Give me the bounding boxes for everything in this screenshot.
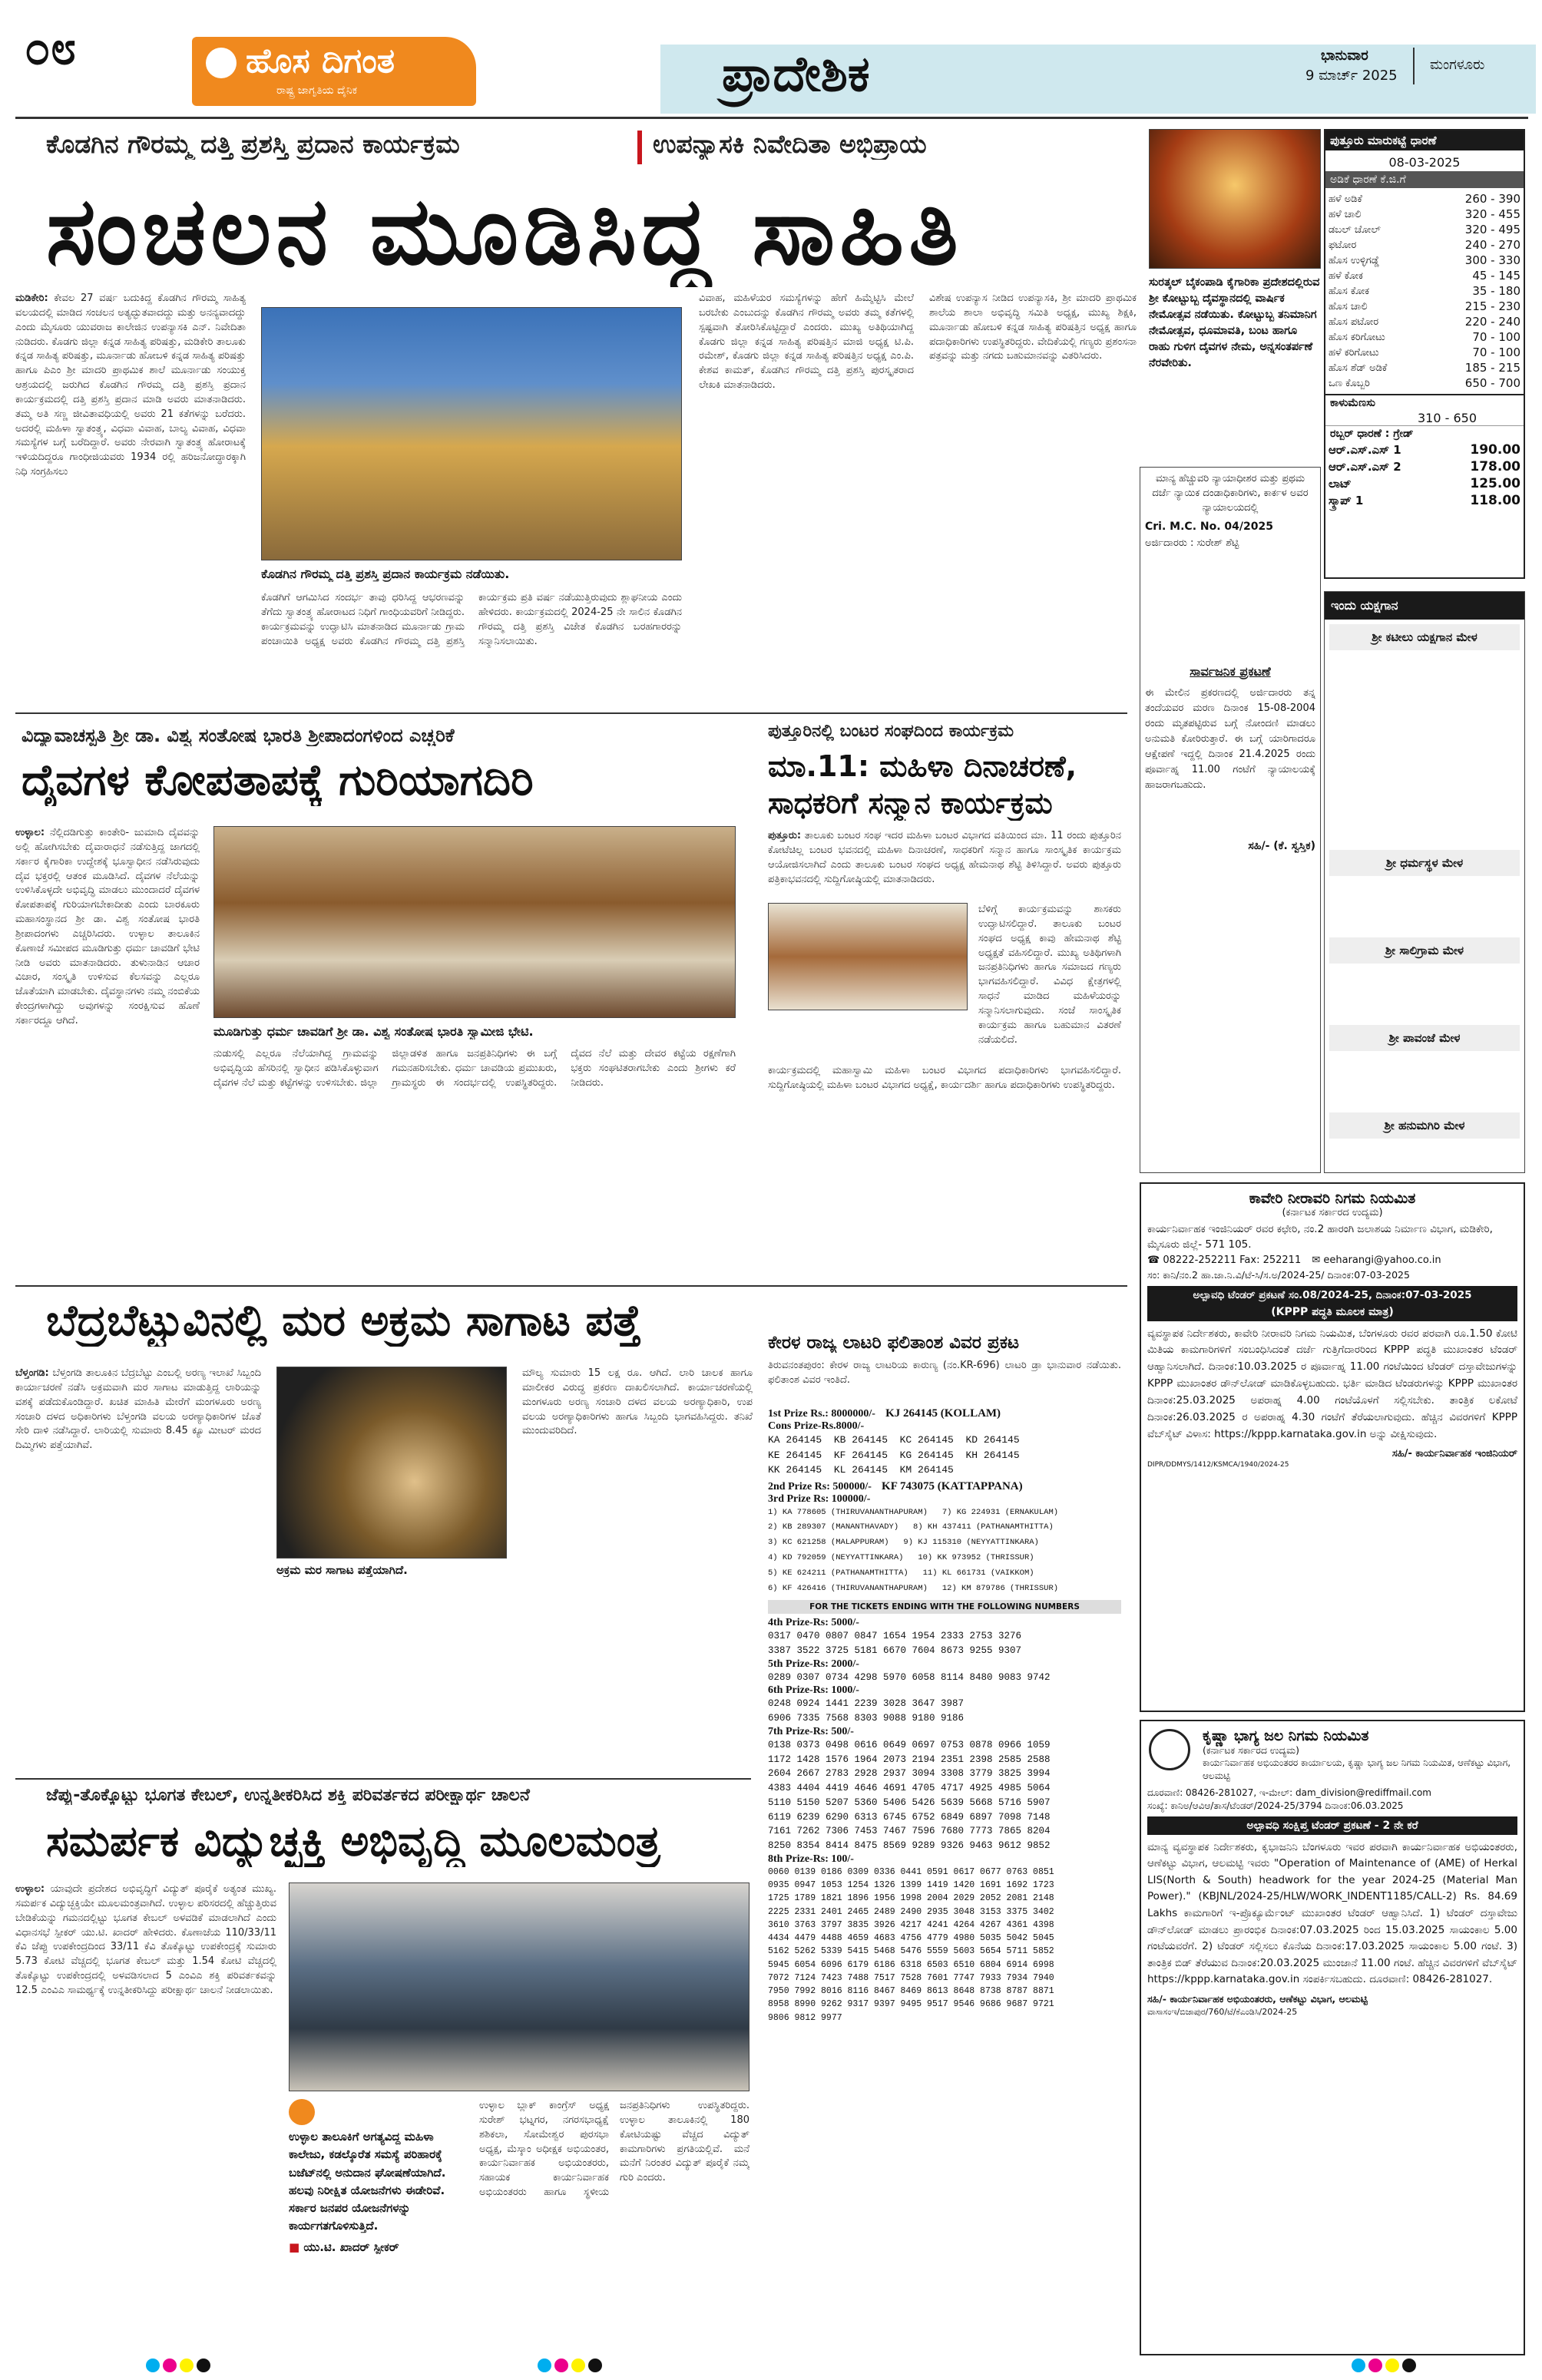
market-price: 320 - 495: [1464, 223, 1520, 236]
story4-photo: [276, 1367, 507, 1559]
temple-photo-caption: ಸುರತ್ಕಲ್ ಬೈಕಂಪಾಡಿ ಕೈಗಾರಿಕಾ ಪ್ರದೇಶದಲ್ಲಿರುವ ಶ್ರೀ ಕೋಟ್ಟುಬ್ಬ ದೈವಸ್ಥಾನದಲ್ಲಿ ವಾರ್ಷಿಕ ನೇಮೋತ್ಸವ ನಡೆಯಿತು. ಕೋಟ್ಟುಬ್ಬ ತನಿಮಾನಿಗ ನೇಮೋತ್ಸವ, ಧೂಮಾವತಿ, ಬಂಟ ಹಾಗೂ ರಾಹು ಗುಳಿಗ ದೈವಗಳ ನೇಮ, ಅನ್ನಸಂತರ್ಪಣೆ ನೆರವೇರಿತು.: [1149, 276, 1320, 370]
lottery-title: ಕೇರಳ ರಾಜ್ಯ ಲಾಟರಿ ಫಲಿತಾಂಶ ವಿವರ ಪ್ರಕಟ: [768, 1333, 1020, 1353]
tender2-ref: ಸಂಖ್ಯೆ: ಕಾನಿಅ/ಆವಿಆ/ತಾಸ/ಟೆಂಡರ್/2024-25/3794 ದಿನಾಂಕ:06.03.2025: [1147, 1800, 1404, 1811]
market-row: [1325, 207, 1524, 222]
lottery-first-label: 1st Prize Rs.: 8000000/-: [768, 1408, 875, 1420]
market-price: 35 - 180: [1472, 284, 1520, 298]
lottery-fourth-label: 4th Prize-Rs: 5000/-: [768, 1617, 859, 1629]
story2-col-1: ಉಳ್ಳಾಲ: ನೆಲ್ಲಿದಡಿಗುತ್ತು ಕಾಂತೇರಿ- ಜುಮಾದಿ ದೈವವನ್ನು ಅಲ್ಲಿ ಹೋಗಿಸಬೇಕು ದೈವಾರಾಧನೆ ನಡೆಸುತ್ತಿದ್ದ ಜಾಗದಲ್ಲಿ ಸರ್ಕಾರ ಕೈಗಾರಿಕಾ ಉದ್ದೇಶಕ್ಕೆ ಭೂಸ್ವಾಧೀನ ನಡೆಸಿರುವುದು ದೈವ ಭಕ್ತರಲ್ಲಿ ಆತಂಕ ಮೂಡಿಸಿದೆ. ದೈವಗಳ ನೆಲೆಯನ್ನು ಉಳಿಸಿಕೊಳ್ಳದೇ ಅಭಿವೃದ್ಧಿ ಮಾಡಲು ಮುಂದಾದರೆ ದೈವಗಳ ಕೋಪತಾಪಕ್ಕೆ ಗುರಿಯಾಗಬೇಕಾದೀತು ಎಂದು ಬಾರಕೂರು ಮಹಾಸಂಸ್ಥಾನದ ಶ್ರೀ ಡಾ. ವಿಶ್ವ ಸಂತೋಷ ಭಾರತಿ ಶ್ರೀಪಾದಂಗಳು ಎಚ್ಚರಿಸಿದರು. ಉಳ್ಳಾಲ ತಾಲೂಕಿನ ಕೊಣಾಜೆ ಸಮೀಪದ ಮೂಡಿಗುತ್ತು ಧರ್ಮ ಚಾವಡಿಗೆ ಭೇಟಿ ನೀಡಿ ಅವರು ಮಾತನಾಡಿದರು. ತುಳುನಾಡಿನ ಆಚಾರ ವಿಚಾರ, ಸಂಸ್ಕೃತಿ ಉಳಿಸುವ ಕೆಲಸವನ್ನು ಎಲ್ಲರೂ ಜೊತೆಯಾಗಿ ಮಾಡಬೇಕು. ದೈವಸ್ಥಾನಗಳು ನಮ್ಮ ನಂಬಿಕೆಯ ಕೇಂದ್ರಗಳಾಗಿದ್ದು ಅವುಗಳನ್ನು ಸಂರಕ್ಷಿಸುವ ಹೊಣೆ ಸರ್ಕಾರದ್ದೂ ಆಗಿದೆ.: [15, 827, 200, 1026]
yakshagana-box: [1324, 591, 1525, 1173]
market-price: 300 - 330: [1464, 253, 1520, 267]
lottery-eighth: 0060 0139 0186 0309 0336 0441 0591 0617 0677 0763 0851 0935 0947 1053 1254 1326 1399 1419 1420 1691 1692 1723 1725 1789 1821 1896 1956 1998 2004 2029 2052 2081 2148 2225 2331 2401 2465 2489 2490 2935 3048 3153 3375 3402 3610 3763 3797 3835 3926 4217 4241 4264 4267 4361 4398 4434 4479 4488 4659 4683 4756 4779 4980 5035 5042 5045 5162 5262 5339 5415 5468 5476 5559 5603 5654 5711 5852 5945 6054 6096 6179 6186 6318 6503 6510 6804 6914 6998 7072 7124 7423 7488 7517 7528 7601 7747 7933 7934 7940 7950 7992 8016 8116 8467 8469 8613 8648 8738 8787 8871 8958 8990 9262 9317 9397 9495 9517 9546 9686 9687 9721 9806 9812 9977: [768, 1866, 1054, 2023]
paper-name: ಹೊಸ ದಿಗಂತ: [246, 41, 395, 81]
story3-kicker: ಪುತ್ತೂರಿನಲ್ಲಿ ಬಂಟರ ಸಂಘದಿಂದ ಕಾರ್ಯಕ್ರಮ: [768, 722, 1014, 741]
story2-headline: ದೈವಗಳ ಕೋಪತಾಪಕ್ಕೆ ಗುರಿಯಾಗದಿರಿ: [22, 755, 534, 805]
story3-headline-2: ಸಾಧಕರಿಗೆ ಸನ್ಮಾನ ಕಾರ್ಯಕ್ರಮ: [768, 786, 1053, 820]
market-box: [1324, 129, 1525, 579]
paper-logo: [192, 37, 476, 106]
issue-city: ಮಂಗಳೂರು: [1430, 57, 1485, 73]
rubber-row: [1325, 475, 1524, 492]
lottery-third: 1) KA 778605 (THIRUVANANTHAPURAM) 7) KG 224931 (ERNAKULAM) 2) KB 289307 (MANANTHAVADY) 8) KH 437411 (PATHANAMTHITTA) 3) KC 621258 (MALAPPURAM) 9) KJ 115310 (NEYYATTINKARA) 4) KD 792059 (NEYYATTINKARA) 10) KK 973952 (THRISSUR) 5) KE 624211 (PATHANAMTHITTA) 11) KL 661731 (VAIKKOM) 6) KF 426416 (THIRUVANANTHAPURAM) 12) KM 879786 (THRISSUR): [768, 1507, 1059, 1594]
story5-col-1: ಉಳ್ಳಾಲ: ಯಾವುದೇ ಪ್ರದೇಶದ ಅಭಿವೃದ್ಧಿಗೆ ವಿದ್ಯುತ್ ಪೂರೈಕೆ ಅತ್ಯಂತ ಮುಖ್ಯ. ಸಮರ್ಪಕ ವಿದ್ಯುಚ್ಛಕ್ತಿಯೇ ಮೂಲಮಂತ್ರವಾಗಿದೆ. ಉಳ್ಳಾಲ ಪರಿಸರದಲ್ಲಿ ಹೆಚ್ಚುತ್ತಿರುವ ಬೇಡಿಕೆಯನ್ನು ಗಮನದಲ್ಲಿಟ್ಟು ಭೂಗತ ಕೇಬಲ್ ಅಳವಡಿಕೆ ಮಾಡಲಾಗಿದೆ ಎಂದು ವಿಧಾನಸಭೆ ಸ್ಪೀಕರ್ ಯು.ಟಿ. ಖಾದರ್ ಹೇಳಿದರು. ಕೊಣಾಜೆಯ 110/33/11 ಕೆವಿ ಜೆಪ್ಪು ಉಪಕೇಂದ್ರದಿಂದ 33/11 ಕೆವಿ ತೊಕ್ಕೊಟ್ಟು ಉಪಕೇಂದ್ರಕ್ಕೆ ಸುಮಾರು 5.73 ಕೋಟಿ ವೆಚ್ಚದಲ್ಲಿ ಭೂಗತ ಕೇಬಲ್ ಮತ್ತು 1.54 ಕೋಟಿ ವೆಚ್ಚದಲ್ಲಿ ತೊಕ್ಕೊಟ್ಟು ಉಪಕೇಂದ್ರದಲ್ಲಿ ಅಳವಡಿಸಲಾದ 5 ಎಂವಿಎ ಶಕ್ತಿ ಪರಿವರ್ತಕವನ್ನು 12.5 ಎಂವಿಎ ಸಾಮರ್ಥ್ಯಕ್ಕೆ ಉನ್ನತೀಕರಿಸಿದ್ದು ಪರೀಕ್ಷಾರ್ಥ ಚಾಲನೆ ನೀಡಲಾಯಿತು.: [15, 1883, 276, 1996]
registration-marks-right: [1352, 2359, 1419, 2375]
lead-kicker-2: ಉಪನ್ಯಾಸಕಿ ನಿವೇದಿತಾ ಅಭಿಪ್ರಾಯ: [653, 129, 927, 159]
market-row: [1325, 299, 1524, 314]
market-date: 08-03-2025: [1388, 155, 1461, 170]
market-item: ಹಳೆ ಚಾಲಿ: [1329, 208, 1362, 220]
story4-dateline: ಬೆಳ್ತಂಗಡಿ:: [15, 1367, 49, 1379]
story2-col-2: ನುಡುಸಲ್ಲಿ ಎಲ್ಲರೂ ನೆಲೆಯಾಗಿದ್ದ ಗ್ರಾಮವನ್ನು ಅಭಿವೃದ್ಧಿಯ ಹೆಸರಿನಲ್ಲಿ ಸ್ವಾಧೀನ ಪಡಿಸಿಕೊಳ್ಳುವಾಗ ದೈವಗಳ ನೆಲೆ ಮತ್ತು ಕಟ್ಟೆಗಳನ್ನು ಉಳಿಸಬೇಕು. ಜಿಲ್ಲಾ ಜಿಲ್ಲಾಡಳಿತ ಹಾಗೂ ಜನಪ್ರತಿನಿಧಿಗಳು ಈ ಬಗ್ಗೆ ಗಮನಹರಿಸಬೇಕು. ಧರ್ಮ ಚಾವಡಿಯ ಪ್ರಮುಖರು, ಗ್ರಾಮಸ್ಥರು ಈ ಸಂದರ್ಭದಲ್ಲಿ ಉಪಸ್ಥಿತರಿದ್ದರು. ದೈವದ ನೆಲೆ ಮತ್ತು ದೇವರ ಕಟ್ಟೆಯ ರಕ್ಷಣೆಗಾಗಿ ಭಕ್ತರು ಸಂಘಟಿತರಾಗಬೇಕು ಎಂದು ಶ್ರೀಗಳು ಕರೆ ನೀಡಿದರು.: [213, 1048, 736, 1089]
yakshagana-item: ಶ್ರೀ ಧರ್ಮಸ್ಥಳ ಮೇಳ: [1329, 850, 1520, 876]
story4-col-2: ಮೌಲ್ಯ ಸುಮಾರು 15 ಲಕ್ಷ ರೂ. ಆಗಿದೆ. ಲಾರಿ ಚಾಲಕ ಹಾಗೂ ಮಾಲೀಕರ ವಿರುದ್ಧ ಪ್ರಕರಣ ದಾಖಲಿಸಲಾಗಿದೆ. ಕಾರ್ಯಾಚರಣೆಯಲ್ಲಿ ಮಂಗಳೂರು ಅರಣ್ಯ ಸಂಚಾರಿ ದಳದ ವಲಯ ಅರಣ್ಯಾಧಿಕಾರಿ, ಉಪ ವಲಯ ಅರಣ್ಯಾಧಿಕಾರಿಗಳು ಹಾಗೂ ಸಿಬ್ಬಂದಿ ಭಾಗವಹಿಸಿದ್ದರು. ತನಿಖೆ ಮುಂದುವರಿದಿದೆ.: [522, 1367, 753, 1437]
tender2-org: ಕೃಷ್ಣಾ ಭಾಗ್ಯ ಜಲ ನಿಗಮ ನಿಯಮಿತ: [1203, 1727, 1369, 1744]
pepper-rate: 310 - 650: [1418, 411, 1477, 425]
story5-kicker: ಜೆಪ್ಪು-ತೊಕ್ಕೊಟ್ಟು ಭೂಗತ ಕೇಬಲ್, ಉನ್ನತೀಕರಿಸಿದ ಶಕ್ತಿ ಪರಿವರ್ತಕದ ಪರೀಕ್ಷಾರ್ಥ ಚಾಲನೆ: [46, 1786, 530, 1805]
court-sign: ಸಹಿ/- (ಕೆ. ಸ್ವಸ್ತಿಕ): [1248, 839, 1315, 852]
market-item: ಹಳೆ ಕರಿಗೋಟು: [1329, 346, 1379, 359]
market-title: ಪುತ್ತೂರು ಮಾರುಕಟ್ಟೆ ಧಾರಣೆ: [1325, 131, 1524, 150]
market-item: ಹೊಸ ಉಳ್ಳಿಗಡ್ಡೆ: [1329, 254, 1380, 266]
tender2-bar: ಅಲ್ಪಾವಧಿ ಸಂಕ್ಷಿಪ್ತ ಟೆಂಡರ್ ಪ್ರಕಟಣೆ - 2 ನೇ ಕರೆ: [1147, 1816, 1517, 1835]
lead-headline: ಸಂಚಲನ ಮೂಡಿಸಿದ್ದ ಸಾಹಿತಿ: [46, 177, 963, 286]
tender-cauvery: [1140, 1182, 1525, 1712]
story3-body: ಪುತ್ತೂರು: ತಾಲೂಕು ಬಂಟರ ಸಂಘ ಇದರ ಮಹಿಳಾ ಬಂಟರ ವಿಭಾಗದ ವತಿಯಿಂದ ಮಾ. 11 ರಂದು ಪುತ್ತೂರಿನ ಕೋಟೆಚಿಲ್ಲ ಬಂಟರ ಭವನದಲ್ಲಿ ಮಹಿಳಾ ದಿನಾಚರಣೆ, ಸಾಧಕರಿಗೆ ಸನ್ಮಾನ ಹಾಗೂ ಸಾಂಸ್ಕೃತಿಕ ಕಾರ್ಯಕ್ರಮ ಆಯೋಜಿಸಲಾಗಿದೆ ಎಂದು ತಾಲೂಕು ಬಂಟರ ಸಂಘದ ಅಧ್ಯಕ್ಷ ಹೇಮನಾಥ ಶೆಟ್ಟಿ ತಿಳಿಸಿದ್ದಾರೆ. ಅವರು ಪುತ್ತೂರು ಪತ್ರಿಕಾಭವನದಲ್ಲಿ ಸುದ್ದಿಗೋಷ್ಠಿಯಲ್ಲಿ ಮಾತನಾಡಿದರು.: [768, 830, 1121, 885]
story5-photo: [289, 1883, 749, 2091]
tender1-email: eeharangi@yahoo.co.in: [1323, 1254, 1441, 1266]
story2-kicker: ವಿದ್ಯಾವಾಚಸ್ಪತಿ ಶ್ರೀ ಡಾ. ವಿಶ್ವ ಸಂತೋಷ ಭಾರತಿ ಶ್ರೀಪಾದಂಗಳಿಂದ ಎಚ್ಚರಿಕೆ: [22, 725, 455, 746]
rubber-price: 125.00: [1470, 476, 1520, 491]
masthead: [0, 0, 1542, 115]
market-item: ಫಟೋರ: [1329, 239, 1357, 251]
story5-quote-box: [289, 2099, 470, 2352]
email-icon: ✉: [1312, 1254, 1324, 1266]
market-price: 215 - 230: [1464, 299, 1520, 313]
lottery-cons: KA 264145 KB 264145 KC 264145 KD 264145 KE 264145 KF 264145 KG 264145 KH 264145 KK 264145 KL 264145 KM 264145: [768, 1434, 1020, 1476]
tender2-dipr: ವಾಸಾಸಂಇ/ಬಿಜಾಪುರ/760/ಟೆ/ಕೆಎಂಡಿಸಿ/2024-25: [1147, 2006, 1298, 2017]
tender1-office: ಕಾರ್ಯನಿರ್ವಾಹಕ ಇಂಜಿನಿಯರ್ ರವರ ಕಛೇರಿ, ನಂ.2 ಹಾರಂಗಿ ಜಲಾಶಯ ನಿರ್ಮಾಣ ವಿಭಾಗ, ಮಡಿಕೇರಿ, ಮೈಸೂರು ಜಿಲ್ಲೆ- 571 105.: [1147, 1223, 1493, 1251]
story2-photo-caption: ಮೂಡಿಗುತ್ತು ಧರ್ಮ ಚಾವಡಿಗೆ ಶ್ರೀ ಡಾ. ವಿಶ್ವ ಸಂತೋಷ ಭಾರತಿ ಸ್ವಾಮೀಜಿ ಭೇಟಿ.: [213, 1024, 534, 1039]
rubber-row: [1325, 492, 1524, 509]
yakshagana-item: ಶ್ರೀ ಪಾವಂಜೆ ಮೇಳ: [1329, 1025, 1520, 1051]
story4-col-1: ಬೆಳ್ತಂಗಡಿ: ಬೆಳ್ತಂಗಡಿ ತಾಲೂಕಿನ ಬೆದ್ರಬೆಟ್ಟು ಎಂಬಲ್ಲಿ ಅರಣ್ಯ ಇಲಾಖೆ ಸಿಬ್ಬಂದಿ ಕಾರ್ಯಾಚರಣೆ ನಡೆಸಿ ಅಕ್ರಮವಾಗಿ ಮರ ಸಾಗಾಟ ಮಾಡುತ್ತಿದ್ದ ಲಾರಿಯನ್ನು ವಶಕ್ಕೆ ಪಡೆದುಕೊಂಡಿದ್ದಾರೆ. ಖಚಿತ ಮಾಹಿತಿ ಮೇರೆಗೆ ಮಂಗಳೂರು ಅರಣ್ಯ ಸಂಚಾರಿ ದಳದ ಅಧಿಕಾರಿಗಳು ಬೆಳ್ತಂಗಡಿ ವಲಯ ಅರಣ್ಯಾಧಿಕಾರಿಗಳ ಜೊತೆ ಸೇರಿ ದಾಳಿ ನಡೆಸಿದ್ದಾರೆ. ಲಾರಿಯಲ್ಲಿ ಸುಮಾರು 8.45 ಕ್ಯೂ ಮೀಟರ್ ಮರದ ದಿಮ್ಮಿಗಳು ಪತ್ತೆಯಾಗಿವೆ.: [15, 1367, 261, 1452]
issue-date: 9 ಮಾರ್ಚ್ 2025: [1305, 68, 1398, 84]
lottery-fifth-label: 5th Prize-Rs: 2000/-: [768, 1658, 859, 1670]
rubber-grade: ಆರ್.ಎಸ್.ಎಸ್ 1: [1329, 443, 1401, 457]
story5-headline: ಸಮರ್ಪಕ ವಿದ್ಯುಚ್ಛಕ್ತಿ ಅಭಿವೃದ್ಧಿ ಮೂಲಮಂತ್ರ: [46, 1816, 660, 1866]
market-row: [1325, 222, 1524, 237]
registration-marks-left: [146, 2359, 213, 2375]
market-row: [1325, 360, 1524, 375]
tender1-org-sub: (ಕರ್ನಾಟಕ ಸರ್ಕಾರದ ಉದ್ಯಮ): [1282, 1207, 1383, 1218]
market-price: 220 - 240: [1464, 315, 1520, 329]
rubber-row: [1325, 458, 1524, 475]
yakshagana-list: [1325, 620, 1524, 1205]
story-vidyut: [15, 1783, 753, 2355]
tender2-body: ಮಾನ್ಯ ವ್ಯವಸ್ಥಾಪಕ ನಿರ್ದೇಶಕರು, ಕೃಭಾಜನಿನಿ ಬೆಂಗಳೂರು ಇವರ ಪರವಾಗಿ ಕಾರ್ಯನಿರ್ವಾಹಕ ಅಭಿಯಂತರರು, ಆಣೆಕಟ್ಟು ವಿಭಾಗ, ಆಲಮಟ್ಟಿ ಇವರು "Operation of Maintenance of (AME) of Herkal LIS(North & South) headwork for the year 2024-25 (Material Man Power)." (KBJNL/2024-25/HLW/WORK_INDENT1185/CALL-2) Rs. 84.69 Lakhs ಕಾಮಗಾರಿಗೆ ಇ-ಪ್ರೊಕ್ಯೂರ್ಮೆಂಟ್ ಮುಖಾಂತರ ಟೆಂಡರ್ ಆಹ್ವಾನಿಸಿದೆ. 1) ಟೆಂಡರ್ ದಸ್ತಾವೇಜು ಡೌನ್‌ಲೋಡ್ ಮಾಡಲು ಪ್ರಾರಂಭಿಕ ದಿನಾಂಕ:07.03.2025 ರಿಂದ 15.03.2025 ಸಾಯಂಕಾಲ 5.00 ಗಂಟೆಯವರೆಗೆ. 2) ಟೆಂಡರ್ ಸಲ್ಲಿಸಲು ಕೊನೆಯ ದಿನಾಂಕ:17.03.2025 ಸಾಯಂಕಾಲ 5.00 ಗಂಟೆ. 3) ತಾಂತ್ರಿಕ ಬಿಡ್ ತೆರೆಯುವ ದಿನಾಂಕ:20.03.2025 ಮುಂಜಾನೆ 11.00 ಗಂಟೆ. ಹೆಚ್ಚಿನ ವಿವರಗಳಿಗೆ ವೆಬ್‌ಸೈಟ್ https://kppp.karnataka.gov.in ಸಂಪರ್ಕಿಸಬಹುದು. ದೂರವಾಣಿ: 08426-281027.: [1147, 1840, 1517, 1986]
rubber-label: ರಬ್ಬರ್ ಧಾರಣೆ : ಗ್ರೇಡ್: [1325, 425, 1524, 441]
market-row: [1325, 375, 1524, 391]
page-number: ೦೮: [25, 21, 77, 75]
lottery-first: KJ 264145 (KOLLAM): [885, 1407, 1001, 1420]
tender2-logo-icon: [1149, 1729, 1190, 1770]
tender2-org-sub: (ಕರ್ನಾಟಕ ಸರ್ಕಾರದ ಉದ್ಯಮ): [1203, 1744, 1300, 1756]
tender1-body: ವ್ಯವಸ್ಥಾಪಕ ನಿರ್ದೇಶಕರು, ಕಾವೇರಿ ನೀರಾವರಿ ನಿಗಮ ನಿಯಮಿತ, ಬೆಂಗಳೂರು ರವರ ಪರವಾಗಿ ರೂ.1.50 ಕೋಟಿ ಮಿತಿಯ ಕಾಮಗಾರಿಗಳಿಗೆ ಸಂಬಂಧಿಸಿದಂತೆ ದರ್ಜೆ ಗುತ್ತಿಗೆದಾರರಿಂದ KPPP ಪದ್ಧತಿ ಮುಖಾಂತರ ಟೆಂಡರ್ ಆಹ್ವಾನಿಸಲಾಗಿದೆ. ದಿನಾಂಕ:10.03.2025 ರ ಪೂರ್ವಾಹ್ನ 11.00 ಗಂಟೆಯಿಂದ ಟೆಂಡರ್ ದಸ್ತಾವೇಜುಗಳನ್ನು KPPP ಮುಖಾಂತರ ಡೌನ್‌ಲೋಡ್ ಮಾಡಿಕೊಳ್ಳಬಹುದು. ಭರ್ತಿ ಮಾಡಿದ ಟೆಂಡರುಗಳನ್ನು KPPP ಮುಖಾಂತರ ದಿನಾಂಕ:25.03.2025 ಅಪರಾಹ್ನ 4.00 ಗಂಟೆಯೊಳಗೆ ಸಲ್ಲಿಸಬೇಕು. ತಾಂತ್ರಿಕ ಲಕೋಟೆ ದಿನಾಂಕ:26.03.2025 ರ ಅಪರಾಹ್ನ 4.30 ಗಂಟೆಗೆ ತೆರೆಯಲಾಗುವುದು. ಹೆಚ್ಚಿನ ವಿವರಗಳಿಗೆ KPPP ವೆಬ್‌ಸೈಟ್ ವಿಳಾಸ: https://kppp.karnataka.gov.in ಅನ್ನು ವೀಕ್ಷಿಸುವುದು.: [1147, 1327, 1517, 1440]
market-sub: ಅಡಿಕೆ ಧಾರಣೆ ಕೆ.ಜಿ.ಗೆ: [1325, 171, 1524, 188]
lottery-eighth-label: 8th Prize-Rs: 100/-: [768, 1853, 854, 1865]
court-notice: [1140, 467, 1321, 1173]
tender1-phone: 08222-252211 Fax: 252211: [1163, 1254, 1302, 1266]
tender1-dipr: DIPR/DDMYS/1412/KSMCA/1940/2024-25: [1147, 1460, 1289, 1469]
pepper-label: ಕಾಳುಮೆಣಸು: [1330, 397, 1375, 409]
lead-col-2: ಕೊಡಗಿಗೆ ಆಗಮಿಸಿದ ಸಂದರ್ಭ ತಾವು ಧರಿಸಿದ್ದ ಆಭರಣವನ್ನು ತೆಗೆದು ಸ್ವಾತಂತ್ರ್ಯ ಹೋರಾಟದ ನಿಧಿಗೆ ಗಾಂಧಿಯವರಿಗೆ ನೀಡಿದ್ದರು. ಕಾರ್ಯಕ್ರಮವನ್ನು ಉದ್ಘಾಟಿಸಿ ಮಾತನಾಡಿದ ಮೂರ್ನಾಡು ಗ್ರಾಮ ಪಂಚಾಯಿತಿ ಅಧ್ಯಕ್ಷ ಅವರು ಕೊಡಗಿನ ಗೌರಮ್ಮ ದತ್ತಿ ಪ್ರಶಸ್ತಿ ಕಾರ್ಯಕ್ರಮ ಪ್ರತಿ ವರ್ಷ ನಡೆಯುತ್ತಿರುವುದು ಶ್ಲಾಘನೀಯ ಎಂದು ಹೇಳಿದರು. ಕಾರ್ಯಕ್ರಮದಲ್ಲಿ 2024-25 ನೇ ಸಾಲಿನ ಕೊಡಗಿನ ಗೌರಮ್ಮ ದತ್ತಿ ಪ್ರಶಸ್ತಿ ವಿಜೇತ ಕೊಡಗಿನ ಬರಹಗಾರರನ್ನು ಸನ್ಮಾನಿಸಲಾಯಿತು.: [261, 592, 682, 647]
market-price: 260 - 390: [1464, 192, 1520, 206]
market-price: 70 - 100: [1472, 345, 1520, 359]
yakshagana-title: ಇಂದು ಯಕ್ಷಗಾನ: [1325, 592, 1524, 620]
tender1-org: ಕಾವೇರಿ ನೀರಾವರಿ ನಿಗಮ ನಿಯಮಿತ: [1249, 1190, 1416, 1207]
story5-quote-author: ■ ಯು.ಟಿ. ಖಾದರ್ ಸ್ಪೀಕರ್: [289, 2240, 399, 2254]
rubber-grade: ಸ್ಕ್ರಾಪ್ 1: [1329, 494, 1364, 507]
yakshagana-item: ಶ್ರೀ ಹನುಮಗಿರಿ ಮೇಳ: [1329, 1112, 1520, 1139]
lottery-intro: ತಿರುವನಂತಪುರಂ: ಕೇರಳ ರಾಜ್ಯ ಲಾಟರಿಯ ಕಾರುಣ್ಯ (ನಂ.KR-696) ಲಾಟರಿ ಡ್ರಾ ಭಾನುವಾರ ನಡೆಯಿತು. ಫಲಿತಾಂಶ ವಿವರ ಇಂತಿದೆ.: [768, 1360, 1121, 1386]
market-price: 320 - 455: [1464, 207, 1520, 221]
section-title: ಪ್ರಾದೇಶಿಕ: [722, 46, 870, 103]
registration-marks-center: [538, 2359, 605, 2375]
market-item: ಹಳೆ ಅಡಿಕೆ: [1329, 193, 1362, 205]
bullet-icon: ■: [289, 2240, 304, 2254]
story3-body-3: ಕಾರ್ಯಕ್ರಮದಲ್ಲಿ ಮಹಾಸ್ವಾಮಿ ಮಹಿಳಾ ಬಂಟರ ವಿಭಾಗದ ಪದಾಧಿಕಾರಿಗಳು ಭಾಗವಹಿಸಲಿದ್ದಾರೆ. ಸುದ್ದಿಗೋಷ್ಠಿಯಲ್ಲಿ ಮಹಿಳಾ ಬಂಟರ ವಿಭಾಗದ ಅಧ್ಯಕ್ಷೆ, ಕಾರ್ಯದರ್ಶಿ ಹಾಗೂ ಪದಾಧಿಕಾರಿಗಳು ಉಪಸ್ಥಿತರಿದ್ದರು.: [768, 1065, 1121, 1091]
market-price: 240 - 270: [1464, 238, 1520, 252]
lead-photo-caption: ಕೊಡಗಿನ ಗೌರಮ್ಮ ದತ್ತಿ ಪ್ರಶಸ್ತಿ ಪ್ರದಾನ ಕಾರ್ಯಕ್ರಮ ನಡೆಯಿತು.: [261, 567, 510, 581]
lead-kicker: ಕೊಡಗಿನ ಗೌರಮ್ಮ ದತ್ತಿ ಪ್ರಶಸ್ತಿ ಪ್ರದಾನ ಕಾರ್ಯಕ್ರಮ: [46, 129, 460, 159]
market-rates-table: [1325, 191, 1524, 391]
market-row: [1325, 283, 1524, 299]
court-intro: ಮಾನ್ಯ ಹೆಚ್ಚುವರಿ ನ್ಯಾಯಾಧೀಶರ ಮತ್ತು ಪ್ರಥಮ ದರ್ಜೆ ನ್ಯಾಯಿಕ ದಂಡಾಧಿಕಾರಿಗಳು, ಕಾರ್ಕಳ ಅವರ ನ್ಯಾಯಾಲಯದಲ್ಲಿ: [1152, 473, 1309, 514]
tender2-sign: ಸಹಿ/- ಕಾರ್ಯನಿರ್ವಾಹಕ ಅಭಿಯಂತರರು, ಆಣೆಕಟ್ಟು ವಿಭಾಗ, ಆಲಮಟ್ಟಿ: [1147, 1992, 1368, 2005]
lottery-sixth-label: 6th Prize-Rs: 1000/-: [768, 1684, 859, 1697]
issue-day: ಭಾನುವಾರ: [1321, 48, 1368, 64]
lottery-box: [760, 1333, 1127, 2354]
lottery-cons-label: Cons Prize-Rs.8000/-: [768, 1420, 865, 1432]
story4-photo-caption: ಅಕ್ರಮ ಮರ ಸಾಗಾಟ ಪತ್ತೆಯಾಗಿದೆ.: [276, 1563, 408, 1577]
lottery-sixth: 0248 0924 1441 2239 3028 3647 3987 6906 7335 7568 8303 9088 9180 9186: [768, 1698, 965, 1724]
rubber-grade: ಲಾಟ್: [1329, 477, 1352, 491]
story2-photo: [213, 826, 736, 1018]
lead-col-4: ವಿಶೇಷ ಉಪನ್ಯಾಸ ನೀಡಿದ ಉಪನ್ಯಾಸಕಿ, ಶ್ರೀ ಮಾದರಿ ಪ್ರಾಥಮಿಕ ಶಾಲೆಯ ಶಾಲಾ ಅಭಿವೃದ್ಧಿ ಸಮಿತಿ ಅಧ್ಯಕ್ಷ, ಮುಖ್ಯ ಶಿಕ್ಷಕಿ, ಮೂರ್ನಾಡು ಹೋಬಳಿ ಕನ್ನಡ ಸಾಹಿತ್ಯ ಪರಿಷತ್ತಿನ ಅಧ್ಯಕ್ಷ ಹಾಗೂ ಪದಾಧಿಕಾರಿಗಳು ಉಪಸ್ಥಿತರಿದ್ದರು. ವೇದಿಕೆಯಲ್ಲಿ ಗಣ್ಯರು ಪ್ರಶಂಸನಾ ಪತ್ರವನ್ನು ಮತ್ತು ನಗದು ಬಹುಮಾನವನ್ನು ವಿತರಿಸಿದರು.: [929, 293, 1137, 362]
market-price: 45 - 145: [1472, 269, 1520, 283]
lottery-banner: FOR THE TICKETS ENDING WITH THE FOLLOWING NUMBERS: [768, 1600, 1121, 1614]
story5-quote: ಉಳ್ಳಾಲ ತಾಲೂಕಿಗೆ ಅಗತ್ಯವಿದ್ದ ಮಹಿಳಾ ಕಾಲೇಜು, ಕಡಲ್ಕೊರೆತ ಸಮಸ್ಯೆ ಪರಿಹಾರಕ್ಕೆ ಬಜೆಟ್‌ನಲ್ಲಿ ಅನುದಾನ ಘೋಷಣೆಯಾಗಿದೆ. ಹಲವು ನಿರೀಕ್ಷಿತ ಯೋಜನೆಗಳು ಈಡೇರಿವೆ. ಸರ್ಕಾರ ಜನಪರ ಯೋಜನೆಗಳನ್ನು ಕಾರ್ಯಗತಗೊಳಿಸುತ್ತಿದೆ.: [289, 2130, 446, 2233]
market-item: ಹೊಸ ಚಾಲಿ: [1329, 300, 1368, 312]
court-heading: ಸಾರ್ವಜನಿಕ ಪ್ರಕಟಣೆ: [1190, 663, 1271, 679]
story2-dateline: ಉಳ್ಳಾಲ:: [15, 827, 45, 838]
lottery-seventh: 0138 0373 0498 0616 0649 0697 0753 0878 0966 1059 1172 1428 1576 1964 2073 2194 2351 2398 2585 2588 2604 2667 2783 2928 2937 3094 3308 3779 3825 3994 4383 4404 4419 4646 4691 4705 4717 4925 4985 5064 5110 5150 5207 5360 5406 5426 5639 5668 5716 5907 6119 6239 6290 6313 6745 6752 6849 6897 7098 7148 7161 7262 7306 7453 7467 7596 7680 7773 7865 8204 8250 8354 8414 8475 8569 9289 9326 9463 9612 9852: [768, 1739, 1051, 1852]
story-daivagala: [15, 719, 745, 1279]
lottery-third-label: 3rd Prize Rs: 100000/-: [768, 1492, 871, 1505]
lead-photo: [261, 307, 682, 560]
tender1-sign: ಸಹಿ/- ಕಾರ್ಯನಿರ್ವಾಹಕ ಇಂಜಿನಿಯರ್: [1391, 1447, 1517, 1459]
market-row: [1325, 191, 1524, 207]
market-item: ಹೊಸ ಶೆಡ್ ಅಡಿಕೆ: [1329, 362, 1388, 374]
rubber-price: 118.00: [1470, 493, 1520, 508]
lead-col-1: ಮಡಿಕೇರಿ: ಕೇವಲ 27 ವರ್ಷ ಬದುಕಿದ್ದ ಕೊಡಗಿನ ಗೌರಮ್ಮ ಸಾಹಿತ್ಯ ವಲಯದಲ್ಲಿ ಮಾಡಿದ ಸಂಚಲನ ಅತ್ಯದ್ಭುತವಾದದ್ದು ಮತ್ತು ಅನನ್ಯವಾದದ್ದು ಎಂದು ಮೈಸೂರು ಯುವರಾಜ ಕಾಲೇಜಿನ ಉಪನ್ಯಾಸಕಿ ಎನ್. ನಿವೇದಿತಾ ನುಡಿದರು. ಕೊಡಗು ಜಿಲ್ಲಾ ಕನ್ನಡ ಸಾಹಿತ್ಯ ಪರಿಷತ್ತು, ಮಡಿಕೇರಿ ತಾಲೂಕು ಕನ್ನಡ ಸಾಹಿತ್ಯ ಪರಿಷತ್ತು, ಮೂರ್ನಾಡು ಹೋಬಳಿ ಕನ್ನಡ ಸಾಹಿತ್ಯ ಪರಿಷತ್ತು ಹಾಗೂ ಪಿಎಂ ಶ್ರೀ ಮಾದರಿ ಪ್ರಾಥಮಿಕ ಶಾಲೆ ಮೂರ್ನಾಡು ಸಂಯುಕ್ತ ಆಶ್ರಯದಲ್ಲಿ ಜರುಗಿದ ಕೊಡಗಿನ ಗೌರಮ್ಮ ದತ್ತಿ ಪ್ರಶಸ್ತಿ ಪ್ರದಾನ ಕಾರ್ಯಕ್ರಮದಲ್ಲಿ ದತ್ತಿ ಪ್ರಶಸ್ತಿ ಪ್ರದಾನ ಮಾಡಿ ಅವರು ಮಾತನಾಡಿದರು. ತಮ್ಮ ಅತಿ ಸಣ್ಣ ಜೀವಿತಾವಧಿಯಲ್ಲಿ ಅವರು 21 ಕತೆಗಳನ್ನು ಬರೆದರು. ಅದರಲ್ಲಿ ಮಹಿಳಾ ಸ್ವಾತಂತ್ರ್ಯ, ವಿಧವಾ ವಿವಾಹ, ಬಾಲ್ಯ ವಿವಾಹ, ವಿಧವಾ ಸಮಸ್ಯೆಗಳ ಬಗ್ಗೆ ಬರೆದಿದ್ದಾರೆ. ಅವರು ನೇರವಾಗಿ ಸ್ವಾತಂತ್ರ್ಯ ಹೋರಾಟಕ್ಕೆ ಇಳಿಯದಿದ್ದರೂ ಗಾಂಧೀಜಿಯವರು 1934 ರಲ್ಲಿ ಹರಿಜನೋದ್ಧಾರಕ್ಕಾಗಿ ನಿಧಿ ಸಂಗ್ರಹಿಸಲು: [15, 293, 246, 478]
market-item: ಹೊಸ ಕರಿಗೋಟು: [1329, 331, 1385, 343]
story5-col-2: ಉಳ್ಳಾಲ ಬ್ಲಾಕ್ ಕಾಂಗ್ರೆಸ್ ಅಧ್ಯಕ್ಷ ಸುರೇಶ್ ಭಟ್ನಗರ, ನಗರಸಭಾಧ್ಯಕ್ಷೆ ಶಶಿಕಲಾ, ಸೋಮೇಶ್ವರ ಪುರಸಭಾ ಅಧ್ಯಕ್ಷ, ಮೆಸ್ಕಾಂ ಅಧೀಕ್ಷಕ ಅಭಿಯಂತರ, ಕಾರ್ಯನಿರ್ವಾಹಕ ಅಭಿಯಂತರರು, ಸಹಾಯಕ ಕಾರ್ಯನಿರ್ವಾಹಕ ಅಭಿಯಂತರರು ಹಾಗೂ ಸ್ಥಳೀಯ ಜನಪ್ರತಿನಿಧಿಗಳು ಉಪಸ್ಥಿತರಿದ್ದರು. ಉಳ್ಳಾಲ ತಾಲೂಕಿನಲ್ಲಿ 180 ಕೋಟಿಯಷ್ಟು ವೆಚ್ಚದ ವಿದ್ಯುತ್ ಕಾಮಗಾರಿಗಳು ಪ್ರಗತಿಯಲ್ಲಿವೆ. ಮನೆ ಮನೆಗೆ ನಿರಂತರ ವಿದ್ಯುತ್ ಪೂರೈಕೆ ನಮ್ಮ ಗುರಿ ಎಂದರು.: [479, 2100, 749, 2199]
market-row: [1325, 329, 1524, 345]
lead-story: [15, 123, 1137, 706]
story3-body-2: ಬೆಳಿಗ್ಗೆ ಕಾರ್ಯಕ್ರಮವನ್ನು ಶಾಸಕರು ಉದ್ಘಾಟಿಸಲಿದ್ದಾರೆ. ತಾಲೂಕು ಬಂಟರ ಸಂಘದ ಅಧ್ಯಕ್ಷ ಕಾವು ಹೇಮನಾಥ ಶೆಟ್ಟಿ ಅಧ್ಯಕ್ಷತೆ ವಹಿಸಲಿದ್ದಾರೆ. ಮುಖ್ಯ ಅತಿಥಿಗಳಾಗಿ ಜನಪ್ರತಿನಿಧಿಗಳು ಹಾಗೂ ಸಮಾಜದ ಗಣ್ಯರು ಭಾಗವಹಿಸಲಿದ್ದಾರೆ. ವಿವಿಧ ಕ್ಷೇತ್ರಗಳಲ್ಲಿ ಸಾಧನೆ ಮಾಡಿದ ಮಹಿಳೆಯರನ್ನು ಸನ್ಮಾನಿಸಲಾಗುವುದು. ಸಂಜೆ ಸಾಂಸ್ಕೃತಿಕ ಕಾರ್ಯಕ್ರಮ ಹಾಗೂ ಬಹುಮಾನ ವಿತರಣೆ ನಡೆಯಲಿದೆ.: [978, 904, 1121, 1046]
market-price: 650 - 700: [1464, 376, 1520, 390]
court-party: ಅರ್ಜಿದಾರರು : ಸುರೇಶ್ ಶೆಟ್ಟಿ: [1145, 537, 1239, 549]
tender1-ref: ಸಂ: ಕಾನಿ/ನಂ.2 ಹಾ.ಜಾ.ನಿ.ವಿ/ಟೆ-ಸಿ/ಸ.ಅ/2024-25/ ದಿನಾಂಕ:07-03-2025: [1147, 1268, 1410, 1281]
tender2-phone: ದೂರವಾಣಿ: 08426-281027, ಇ-ಮೇಲ್: dam_division@rediffmail.com: [1147, 1787, 1431, 1798]
temple-photo: [1149, 129, 1321, 269]
lottery-second: KF 743075 (KATTAPPANA): [882, 1479, 1023, 1492]
tender-krishna: [1140, 1720, 1525, 2355]
quote-icon: [289, 2099, 315, 2125]
market-item: ಹೊಸ ಪಟೋರ: [1329, 316, 1379, 328]
market-item: ಹೊಸ ಕೋಕ: [1329, 285, 1370, 297]
yakshagana-item: ಶ್ರೀ ಸಾಲಿಗ್ರಾಮ ಮೇಳ: [1329, 937, 1520, 964]
lead-col-3: ವಿವಾಹ, ಮಹಿಳೆಯರ ಸಮಸ್ಯೆಗಳನ್ನು ಹೇಗೆ ಹಿಮ್ಮೆಟ್ಟಿಸಿ ಮೇಲೆ ಬರಬೇಕು ಎಂಬುದನ್ನು ಕೊಡಗಿನ ಗೌರಮ್ಮ ಅವರು ತಮ್ಮ ಕತೆಗಳಲ್ಲಿ ಸ್ಪಷ್ಟವಾಗಿ ತೋರಿಸಿಕೊಟ್ಟಿದ್ದಾರೆ ಎಂದರು. ಮುಖ್ಯ ಅತಿಥಿಯಾಗಿದ್ದ ಕೊಡಗು ಜಿಲ್ಲಾ ಕನ್ನಡ ಸಾಹಿತ್ಯ ಪರಿಷತ್ತಿನ ಮಾಜಿ ಅಧ್ಯಕ್ಷ ಟಿ.ಪಿ. ರಮೇಶ್, ಕೊಡಗು ಜಿಲ್ಲಾ ಕನ್ನಡ ಸಾಹಿತ್ಯ ಪರಿಷತ್ತಿನ ಅಧ್ಯಕ್ಷ ಎಂ.ಪಿ. ಕೇಶವ ಕಾಮತ್, ಕೊಡಗಿನ ಗೌರಮ್ಮ ದತ್ತಿ ಪ್ರಶಸ್ತಿ ಪುರಸ್ಕೃತರಾದ ಲೇಖಕಿ ಮಾತನಾಡಿದರು.: [699, 293, 914, 392]
rubber-grade: ಆರ್.ಎಸ್.ಎಸ್ 2: [1329, 460, 1401, 474]
yakshagana-item: ಶ್ರೀ ಕಟೀಲು ಯಕ್ಷಗಾನ ಮೇಳ: [1329, 624, 1520, 650]
rubber-rates-table: [1325, 441, 1524, 509]
market-row: [1325, 345, 1524, 360]
tender1-bar-2: (KPPP ಪದ್ಧತಿ ಮೂಲಕ ಮಾತ್ರ): [1147, 1304, 1517, 1321]
story3-headline-1: ಮಾ.11: ಮಹಿಳಾ ದಿನಾಚರಣೆ,: [768, 749, 1077, 783]
phone-icon: ☎: [1147, 1254, 1163, 1266]
market-item: ಹಳೆ ಕೋಕ: [1329, 269, 1363, 282]
story4-headline: ಬೆದ್ರಬೆಟ್ಟುವಿನಲ್ಲಿ ಮರ ಅಕ್ರಮ ಸಾಗಾಟ ಪತ್ತೆ: [46, 1296, 641, 1346]
tender2-office: ಕಾರ್ಯನಿರ್ವಾಹಕ ಅಭಿಯಂತರರ ಕಾರ್ಯಾಲಯ, ಕೃಷ್ಣಾ ಭಾಗ್ಯ ಜಲ ನಿಗಮ ನಿಯಮಿತ, ಆಣೆಕಟ್ಟು ವಿಭಾಗ, ಆಲಮಟ್ಟಿ: [1203, 1757, 1511, 1781]
lead-dateline: ಮಡಿಕೇರಿ:: [15, 293, 48, 304]
market-item: ಒಣ ಕೊಬ್ಬರಿ: [1329, 377, 1370, 389]
rubber-price: 190.00: [1470, 442, 1520, 458]
market-row: [1325, 268, 1524, 283]
lotus-icon: [206, 48, 237, 78]
story5-dateline: ಉಳ್ಳಾಲ:: [15, 1883, 45, 1895]
court-case: Cri. M.C. No. 04/2025: [1145, 520, 1273, 533]
market-item: ಡಬಲ್ ಚೋಲ್: [1329, 223, 1381, 236]
lottery-second-label: 2nd Prize Rs: 500000/-: [768, 1480, 872, 1492]
market-price: 185 - 215: [1464, 361, 1520, 375]
rubber-price: 178.00: [1470, 459, 1520, 474]
rubber-row: [1325, 441, 1524, 458]
paper-tagline: ರಾಷ್ಟ್ರ ಜಾಗೃತಿಯ ದೈನಿಕ: [276, 84, 358, 97]
story3-photo: [768, 903, 968, 1010]
lottery-fifth: 0289 0307 0734 4298 5970 6058 8114 8480 9083 9742: [768, 1671, 1051, 1683]
market-row: [1325, 314, 1524, 329]
market-price: 70 - 100: [1472, 330, 1520, 344]
story-mara: [15, 1290, 753, 1773]
tender1-bar: ಅಲ್ಪಾವಧಿ ಟೆಂಡರ್ ಪ್ರಕಟಣೆ ಸಂ.08/2024-25, ದಿನಾಂಕ:07-03-2025: [1147, 1286, 1517, 1304]
market-row: [1325, 237, 1524, 253]
lottery-fourth: 0317 0470 0807 0847 1654 1954 2333 2753 3276 3387 3522 3725 5181 6670 7604 8673 9255 9307: [768, 1631, 1022, 1656]
story3-dateline: ಪುತ್ತೂರು:: [768, 830, 802, 841]
lottery-seventh-label: 7th Prize-Rs: 500/-: [768, 1725, 854, 1737]
court-body: ಈ ಮೇಲಿನ ಪ್ರಕರಣದಲ್ಲಿ ಅರ್ಜಿದಾರರು ತನ್ನ ತಂದೆಯವರ ಮರಣ ದಿನಾಂಕ 15-08-2004 ರಂದು ಮೃತಪಟ್ಟಿರುವ ಬಗ್ಗೆ ನೋಂದಣಿ ಮಾಡಲು ಅನುಮತಿ ಕೋರಿರುತ್ತಾರೆ. ಈ ಬಗ್ಗೆ ಯಾರಿಗಾದರೂ ಆಕ್ಷೇಪಣೆ ಇದ್ದಲ್ಲಿ ದಿನಾಂಕ 21.4.2025 ರಂದು ಪೂರ್ವಾಹ್ನ 11.00 ಗಂಟೆಗೆ ನ್ಯಾಯಾಲಯಕ್ಕೆ ಹಾಜರಾಗಬಹುದು.: [1145, 686, 1315, 792]
story-mahila: [760, 719, 1127, 1279]
market-row: [1325, 253, 1524, 268]
